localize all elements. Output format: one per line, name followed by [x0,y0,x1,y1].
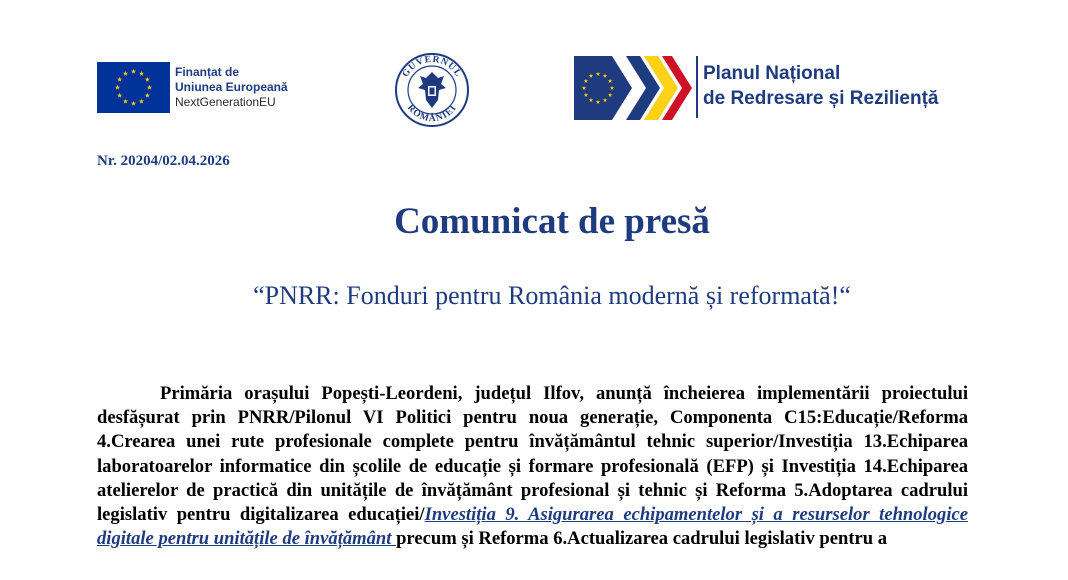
svg-text:GUVERNUL: GUVERNUL [400,54,464,80]
paragraph-text-part-1: Primăria orașului Popești-Leordeni, județul Ilfov, anunță încheierea implementării proiectului desfășurat prin PNRR/Pilonul VI Politici pentru noua generație, Componenta C15:Educație/Reforma 4.Crearea unei rute profesionale complete pentru învățământul tehnic superior/Investiția 13.Echiparea laboratoarelor informatice din școlile de educație și formare profesională (EFP) și Investiția 14.Echiparea atelierelor de practică din unitățile de învățământ profesional și tehnic și Reforma 5.Adoptarea cadrului legislativ pentru digitalizarea educației/ [97,383,968,526]
pnrr-line-2: de Redresare și Reziliență [703,88,939,109]
document-number: Nr. 20204/02.04.2026 [97,153,230,169]
pnrr-text [703,61,939,111]
eu-flag-logo [97,62,170,113]
pnrr-line-1: Planul Național [703,63,841,84]
paragraph-investment-link[interactable]: Investiția 9. Asigurarea echipamentelor și a resurselor tehnologice digitale pentru unitățile de învățământ [97,504,968,550]
eu-funding-text [175,65,288,110]
document-subtitle: “PNRR: Fonduri pentru România modernă și reformată!“ [253,281,851,310]
document-title: Comunicat de presă [394,201,710,242]
document-paragraph [97,382,968,551]
eu-line-2: Uniunea Europeană [175,80,288,94]
eu-line-1: Finanțat de [175,65,240,79]
paragraph-text-part-2: precum și Reforma 6.Actualizarea cadrului legislativ pentru a [396,528,888,550]
pnrr-logo [574,56,692,120]
pnrr-divider [696,56,698,118]
eu-line-3: NextGenerationEU [175,95,276,109]
government-seal-logo [394,52,470,128]
svg-text:ROMÂNIEI: ROMÂNIEI [404,103,460,125]
